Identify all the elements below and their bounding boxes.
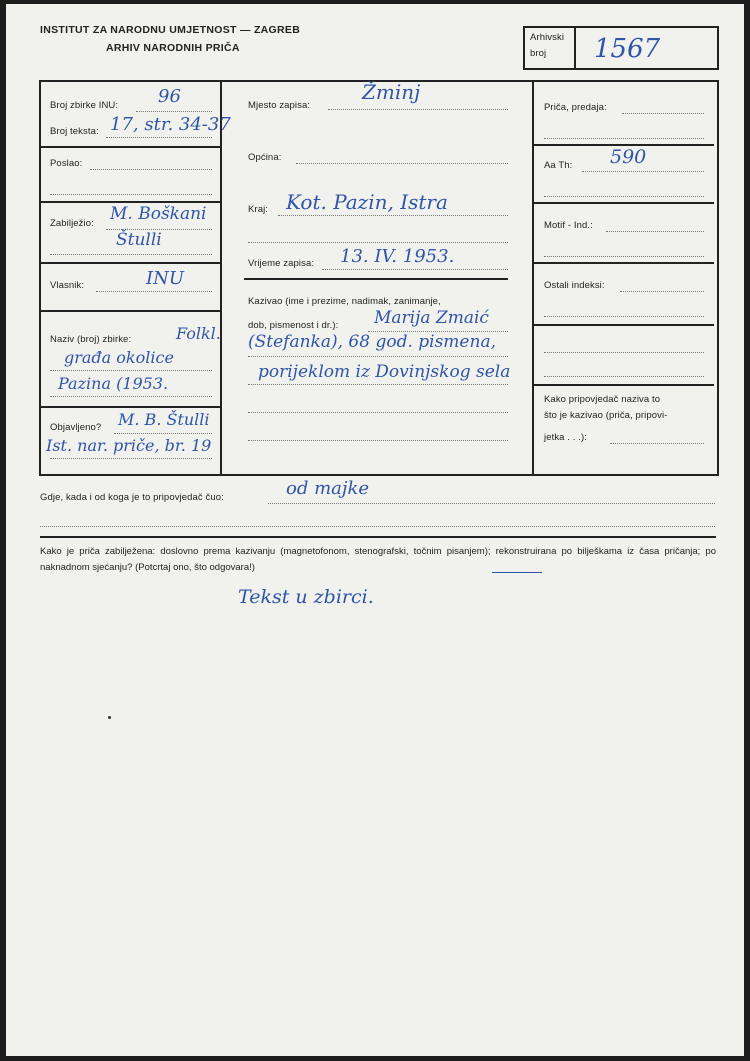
narrator-name-label-2: što je kazivao (priča, pripovi-	[544, 410, 668, 421]
story-label: Priča, predaja:	[544, 102, 607, 113]
owner-label: Vlasnik:	[50, 280, 85, 291]
published-line2: Ist. nar. priče, br. 19	[46, 436, 212, 455]
narrator-name-label-3: jetka . . .):	[544, 432, 588, 443]
narrator-line3: porijeklom iz Dovinjskog sela	[258, 362, 511, 382]
collection-name-label: Naziv (broj) zbirke:	[50, 334, 132, 345]
recording-method-text: Kako je priča zabilježena: doslovno prema kazivanju (magnetofonom, stenografski, točnim pisanjem); rekonstruirana po bilješkama iz časa pričanja; po naknadnom sjećanju? (Potcrtaj ono, što odgovara!)	[40, 546, 716, 573]
motif-label: Motif - Ind.:	[544, 220, 593, 231]
other-indexes-label: Ostali indeksi:	[544, 280, 605, 291]
collection-name-line3: Pazina (1953.	[58, 374, 169, 393]
archive-form	[6, 4, 744, 1056]
owner-value: INU	[146, 268, 185, 289]
collection-name-line2: građa okolice	[64, 348, 174, 367]
text-number-label: Broj teksta:	[50, 126, 99, 137]
place-value: Žminj	[362, 80, 421, 104]
place-label: Mjesto zapisa:	[248, 100, 311, 111]
text-number-value: 17, str. 34-37	[110, 114, 231, 135]
sent-by-label: Poslao:	[50, 158, 83, 169]
region-value: Kot. Pazin, Istra	[286, 190, 448, 214]
archive-label: Arhivski	[530, 32, 565, 43]
collection-number-value: 96	[158, 86, 181, 107]
archive-number: 1567	[594, 34, 661, 64]
recorded-by-label: Zabilježio:	[50, 218, 94, 229]
text-in-collection-note: Tekst u zbirci.	[238, 586, 374, 608]
institute-title: INSTITUT ZA NARODNU UMJETNOST — ZAGREB	[40, 24, 301, 36]
date-value: 13. IV. 1953.	[340, 246, 455, 267]
date-label: Vrijeme zapisa:	[248, 258, 315, 269]
heard-from-value: od majke	[286, 478, 370, 499]
recorded-by-line2: Štulli	[116, 230, 162, 250]
narrator-label: Kazivao (ime i prezime, nadimak, zanimanje,	[248, 296, 441, 307]
aath-value: 590	[610, 146, 647, 168]
heard-from-label: Gdje, kada i od koga je to pripovjedač čuo:	[40, 492, 224, 503]
aath-label: Aa Th:	[544, 160, 573, 171]
published-line1: M. B. Štulli	[118, 410, 210, 429]
narrator-line1: Marija Zmaić	[374, 308, 489, 328]
archive-title: ARHIV NARODNIH PRIČA	[106, 42, 240, 54]
archive-label-2: broj	[530, 48, 547, 59]
narrator-name-label-1: Kako pripovjedač naziva to	[544, 394, 661, 405]
municipality-label: Općina:	[248, 152, 282, 163]
collection-number-label: Broj zbirke INU:	[50, 100, 119, 111]
underline-mark	[492, 572, 542, 573]
published-label: Objavljeno?	[50, 422, 102, 433]
collection-name-line1: Folkl.	[176, 324, 221, 343]
recorded-by-line1: M. Boškani	[110, 204, 207, 224]
region-label: Kraj:	[248, 204, 269, 215]
narrator-line2: (Stefanka), 68 god. pismena,	[248, 332, 496, 352]
narrator-label-2: dob, pismenost i dr.):	[248, 320, 339, 331]
